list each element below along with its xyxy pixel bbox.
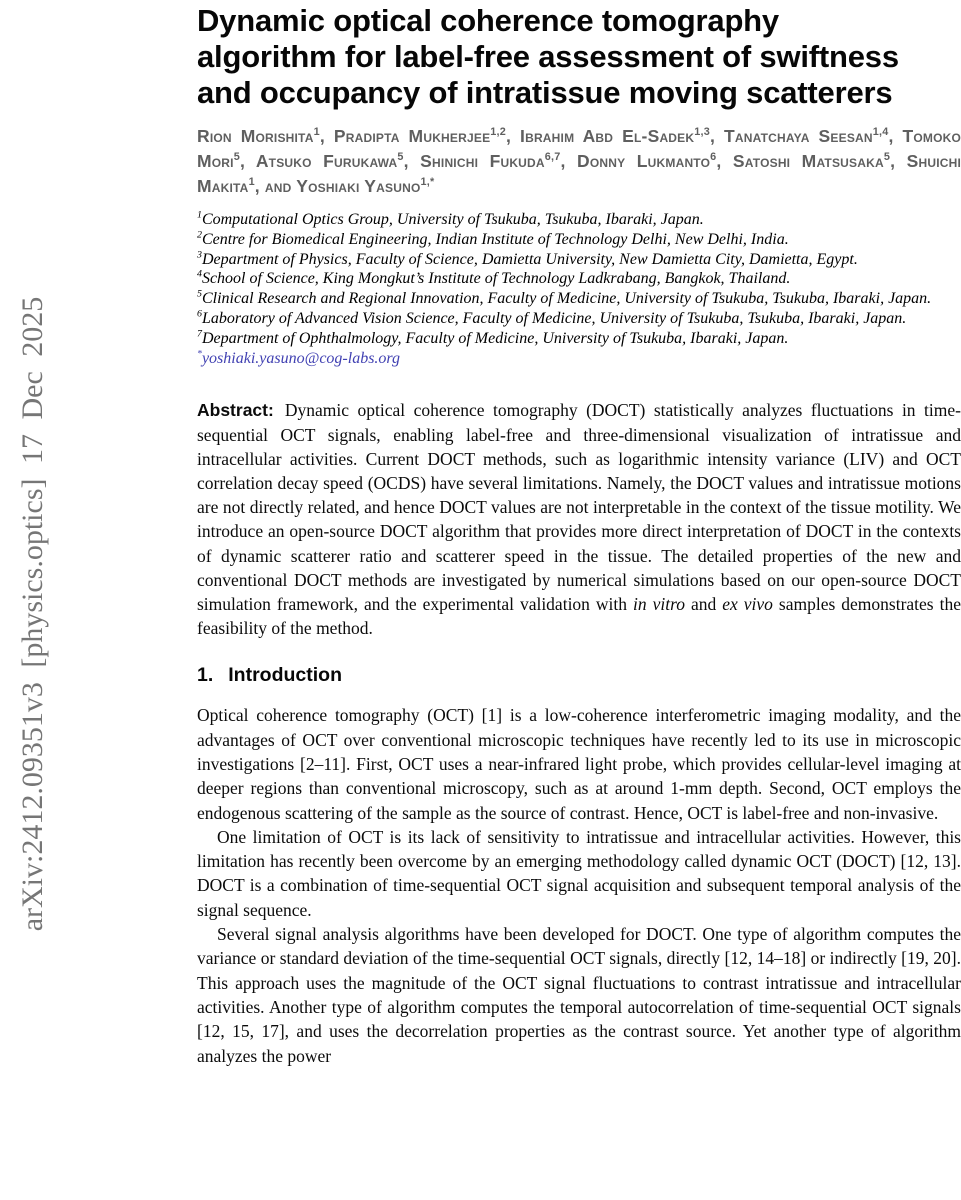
author: Donny Lukmanto$^6$,	[577, 151, 733, 171]
intro-paragraph-1: Optical coherence tomography (OCT) [1] is a low-coherence interferometric imaging modality, and the advantages of OCT over conventional microscopic techniques have recently led to its use in microscopic investigations [2–11]. First, OCT uses a near-infrared light probe, which provides cellular-level imaging at deeper regions than conventional microscopy, such as at around 1-mm depth. Second, OCT employs the endogenous scattering of the sample as the source of contrast. Hence, OCT is label-free and non-invasive.	[197, 705, 961, 823]
main-column	[197, 0, 961, 1068]
author-list	[197, 124, 961, 199]
contact-line: *yoshiaki.yasuno@cog-labs.org	[197, 348, 401, 367]
title-line-3: and occupancy of intratissue moving scatterers	[197, 75, 893, 110]
author: Atsuko Furukawa$^5$,	[255, 151, 421, 171]
author: Satoshi Matsusaka$^5$,	[732, 151, 907, 171]
affiliation-3: $^3$Department of Physics, Faculty of Science, Damietta University, New Damietta City, Damietta, Egypt.	[197, 249, 858, 268]
intro-paragraph-3: Several signal analysis algorithms have been developed for DOCT. One type of algorithm computes the variance or standard deviation of the time-sequential OCT signals, directly [12, 14–18] or indirectly [19, 20]. This approach uses the magnitude of the OCT signal fluctuations to contrast intratissue and intracellular activities. Another type of algorithm computes the temporal autocorrelation of time-sequential OCT signals [12, 15, 17], and uses the decorrelation properties as the contrast source. Yet another type of algorithm analyzes the power	[197, 924, 961, 1066]
author-email-link[interactable]: yoshiaki.yasuno@cog-labs.org	[201, 349, 401, 367]
affiliation-7: $^7$Department of Ophthalmology, Faculty of Medicine, University of Tsukuba, Ibaraki, Japan.	[197, 328, 789, 347]
abstract-text: Dynamic optical coherence tomography (DOCT) statistically analyzes fluctuations in time-sequential OCT signals, enabling label-free and three-dimensional visualization of intratissue and intracellular activities. Current DOCT methods, such as logarithmic intensity variance (LIV) and OCT correlation decay speed (OCDS) have several limitations. Namely, the DOCT values and intratissue motions are not directly related, and hence DOCT values are not interpretable in the context of the tissue motility. We introduce an open-source DOCT algorithm that provides more direct interpretation of DOCT in the contexts of dynamic scatterer ratio and scatterer speed in the tissue. The detailed properties of the new and conventional DOCT methods are investigated by numerical simulations based on our open-source DOCT simulation framework, and the experimental validation with in vitro and ex vivo samples demonstrates the feasibility of the method.	[197, 400, 961, 639]
affiliation-6: $^6$Laboratory of Advanced Vision Science, Faculty of Medicine, University of Tsukuba, Tsukuba, Ibaraki, Japan.	[197, 308, 907, 327]
affiliation-5: $^5$Clinical Research and Regional Innovation, Faculty of Medicine, University of Tsukuba, Tsukuba, Ibaraki, Japan.	[197, 288, 932, 308]
author: Shuichi Makita$^1$,	[197, 151, 961, 196]
title-line-1: Dynamic optical coherence tomography	[197, 3, 779, 38]
arxiv-watermark: arXiv:2412.09351v3 [physics.optics] 17 Dec 2025	[16, 296, 49, 932]
affiliation-1: $^1$Computational Optics Group, University of Tsukuba, Tsukuba, Ibaraki, Japan.	[197, 209, 704, 228]
author: and Yoshiaki Yasuno$^{1,*}$	[264, 176, 435, 196]
affiliation-list	[197, 210, 961, 368]
author: Shinichi Fukuda$^{6,7}$,	[420, 151, 577, 171]
author: Tomoko Mori$^5$,	[197, 126, 961, 171]
affiliation-4: $^4$School of Science, King Mongkut’s Institute of Technology Ladkrabang, Bangkok, Thailand.	[197, 269, 791, 288]
title-line-2: algorithm for label-free assessment of swiftness	[197, 39, 899, 74]
intro-paragraph-2: One limitation of OCT is its lack of sensitivity to intratissue and intracellular activities. However, this limitation has recently been overcome by an emerging methodology called dynamic OCT (DOCT) [12, 13]. DOCT is a combination of time-sequential OCT signal acquisition and subsequent temporal analysis of the signal sequence.	[197, 826, 961, 920]
section-number: 1.	[197, 664, 214, 687]
abstract-label: Abstract:	[197, 400, 274, 421]
author: Tanatchaya Seesan$^{1,4}$,	[723, 126, 903, 146]
author: Rion Morishita$^1$,	[197, 126, 334, 146]
paper-title	[197, 0, 961, 111]
author: Pradipta Mukherjee$^{1,2}$,	[333, 126, 521, 146]
abstract	[197, 398, 961, 640]
section-title: Introduction	[228, 664, 342, 687]
section-heading-introduction	[197, 664, 961, 687]
affiliation-2: $^2$Centre for Biomedical Engineering, Indian Institute of Technology Delhi, New Delhi, India.	[197, 229, 789, 248]
author: Ibrahim Abd El-Sadek$^{1,3}$,	[520, 126, 724, 146]
